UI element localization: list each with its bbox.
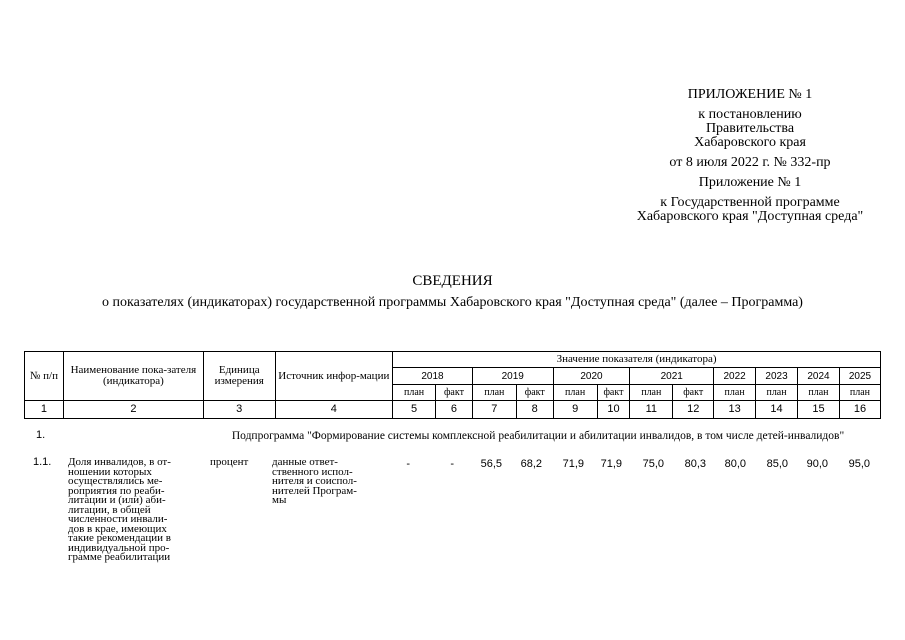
item-name-line: дов в крае, имеющих <box>68 522 167 535</box>
value-2020-plan: 71,9 <box>562 458 584 470</box>
item-source-line: нителя и соиспол- <box>272 475 357 487</box>
value-2021-plan: 75,0 <box>642 458 664 470</box>
value-2023-plan: 85,0 <box>766 458 788 470</box>
indicators-table-header <box>24 351 881 419</box>
appendix-header <box>600 88 900 224</box>
item-name-line: литации и (или) аби- <box>68 494 166 506</box>
item-unit: процент <box>210 456 249 468</box>
value-2025-plan: 95,0 <box>848 458 870 470</box>
column-number: 6 <box>436 401 473 419</box>
value-2021-fact: 80,3 <box>684 458 706 470</box>
value-2018-fact: - <box>450 458 454 470</box>
plan-label: план <box>798 385 840 401</box>
appendix-line-2: к постановлению <box>698 107 802 122</box>
item-source-line: нителей Програм- <box>272 484 357 497</box>
year-2020: 2020 <box>553 368 630 385</box>
year-2019: 2019 <box>472 368 553 385</box>
column-number: 7 <box>472 401 516 419</box>
column-number: 11 <box>630 401 673 419</box>
item-number: 1.1. <box>33 456 52 468</box>
column-number: 14 <box>756 401 798 419</box>
header-indicator-value: Значение показателя (индикатора) <box>393 352 881 368</box>
header-unit: Единица измерения <box>203 352 275 401</box>
item-name-line: ношении которых <box>68 465 152 478</box>
header-number: № п/п <box>25 352 64 401</box>
appendix-line-6: Приложение № 1 <box>698 175 802 190</box>
column-number: 4 <box>275 401 393 419</box>
appendix-line-1: ПРИЛОЖЕНИЕ № 1 <box>687 87 813 102</box>
column-number: 13 <box>714 401 756 419</box>
value-2019-fact: 68,2 <box>520 458 542 470</box>
column-number: 16 <box>839 401 880 419</box>
column-number: 8 <box>516 401 553 419</box>
appendix-line-5: от 8 июля 2022 г. № 332-пр <box>669 155 831 170</box>
item-name-line: численности инвали- <box>68 513 168 525</box>
fact-label: факт <box>673 385 714 401</box>
plan-label: план <box>393 385 436 401</box>
plan-label: план <box>756 385 798 401</box>
year-2018: 2018 <box>393 368 473 385</box>
section-number: 1. <box>36 429 46 441</box>
item-name-line: осуществлялись ме- <box>68 475 163 487</box>
value-2018-plan: - <box>406 458 410 470</box>
appendix-line-7: к Государственной программе <box>660 195 840 210</box>
year-2022: 2022 <box>714 368 756 385</box>
title-main: СВЕДЕНИЯ <box>412 273 493 289</box>
item-source-line: данные ответ- <box>272 456 338 468</box>
header-source: Источник инфор-мации <box>275 352 393 401</box>
title-subtitle: о показателях (индикаторах) государственной программы Хабаровского края "Доступная среда" (далее – Программа) <box>102 295 803 310</box>
plan-label: план <box>630 385 673 401</box>
column-number: 5 <box>393 401 436 419</box>
fact-label: факт <box>436 385 473 401</box>
item-source-line: мы <box>272 494 287 506</box>
year-2024: 2024 <box>798 368 840 385</box>
item-name-line: Доля инвалидов, в от- <box>68 456 171 468</box>
column-number: 2 <box>63 401 203 419</box>
year-2023: 2023 <box>756 368 798 385</box>
value-2024-plan: 90,0 <box>806 458 828 470</box>
fact-label: факт <box>516 385 553 401</box>
value-2019-plan: 56,5 <box>480 458 502 470</box>
section-title: Подпрограмма "Формирование системы комплексной реабилитации и абилитации инвалидов, в том числе детей-инвалидов" <box>231 430 845 442</box>
value-2022-plan: 80,0 <box>724 458 746 470</box>
item-name-line: индивидуальной про- <box>68 541 170 554</box>
appendix-line-8: Хабаровского края "Доступная среда" <box>636 209 864 224</box>
appendix-line-4: Хабаровского края <box>694 135 806 150</box>
column-number: 1 <box>25 401 64 419</box>
document-title <box>0 272 905 312</box>
column-number: 12 <box>673 401 714 419</box>
year-2025: 2025 <box>839 368 880 385</box>
plan-label: план <box>839 385 880 401</box>
column-number: 10 <box>597 401 630 419</box>
column-number: 3 <box>203 401 275 419</box>
plan-label: план <box>714 385 756 401</box>
item-source-line: ственного испол- <box>272 465 353 478</box>
plan-label: план <box>472 385 516 401</box>
column-number: 9 <box>553 401 597 419</box>
item-name-line: грамме реабилитации <box>68 551 171 563</box>
item-name-line: литации, в общей <box>68 503 151 516</box>
plan-label: план <box>553 385 597 401</box>
item-source <box>272 458 382 506</box>
item-name-line: такие рекомендации в <box>68 532 171 544</box>
item-indicator-name <box>68 458 198 563</box>
item-name-line: роприятия по реаби- <box>68 484 165 497</box>
value-2020-fact: 71,9 <box>600 458 622 470</box>
year-2021: 2021 <box>630 368 714 385</box>
appendix-line-3: Правительства <box>705 121 795 136</box>
column-number: 15 <box>798 401 840 419</box>
header-indicator-name: Наименование пока-зателя (индикатора) <box>63 352 203 401</box>
fact-label: факт <box>597 385 630 401</box>
